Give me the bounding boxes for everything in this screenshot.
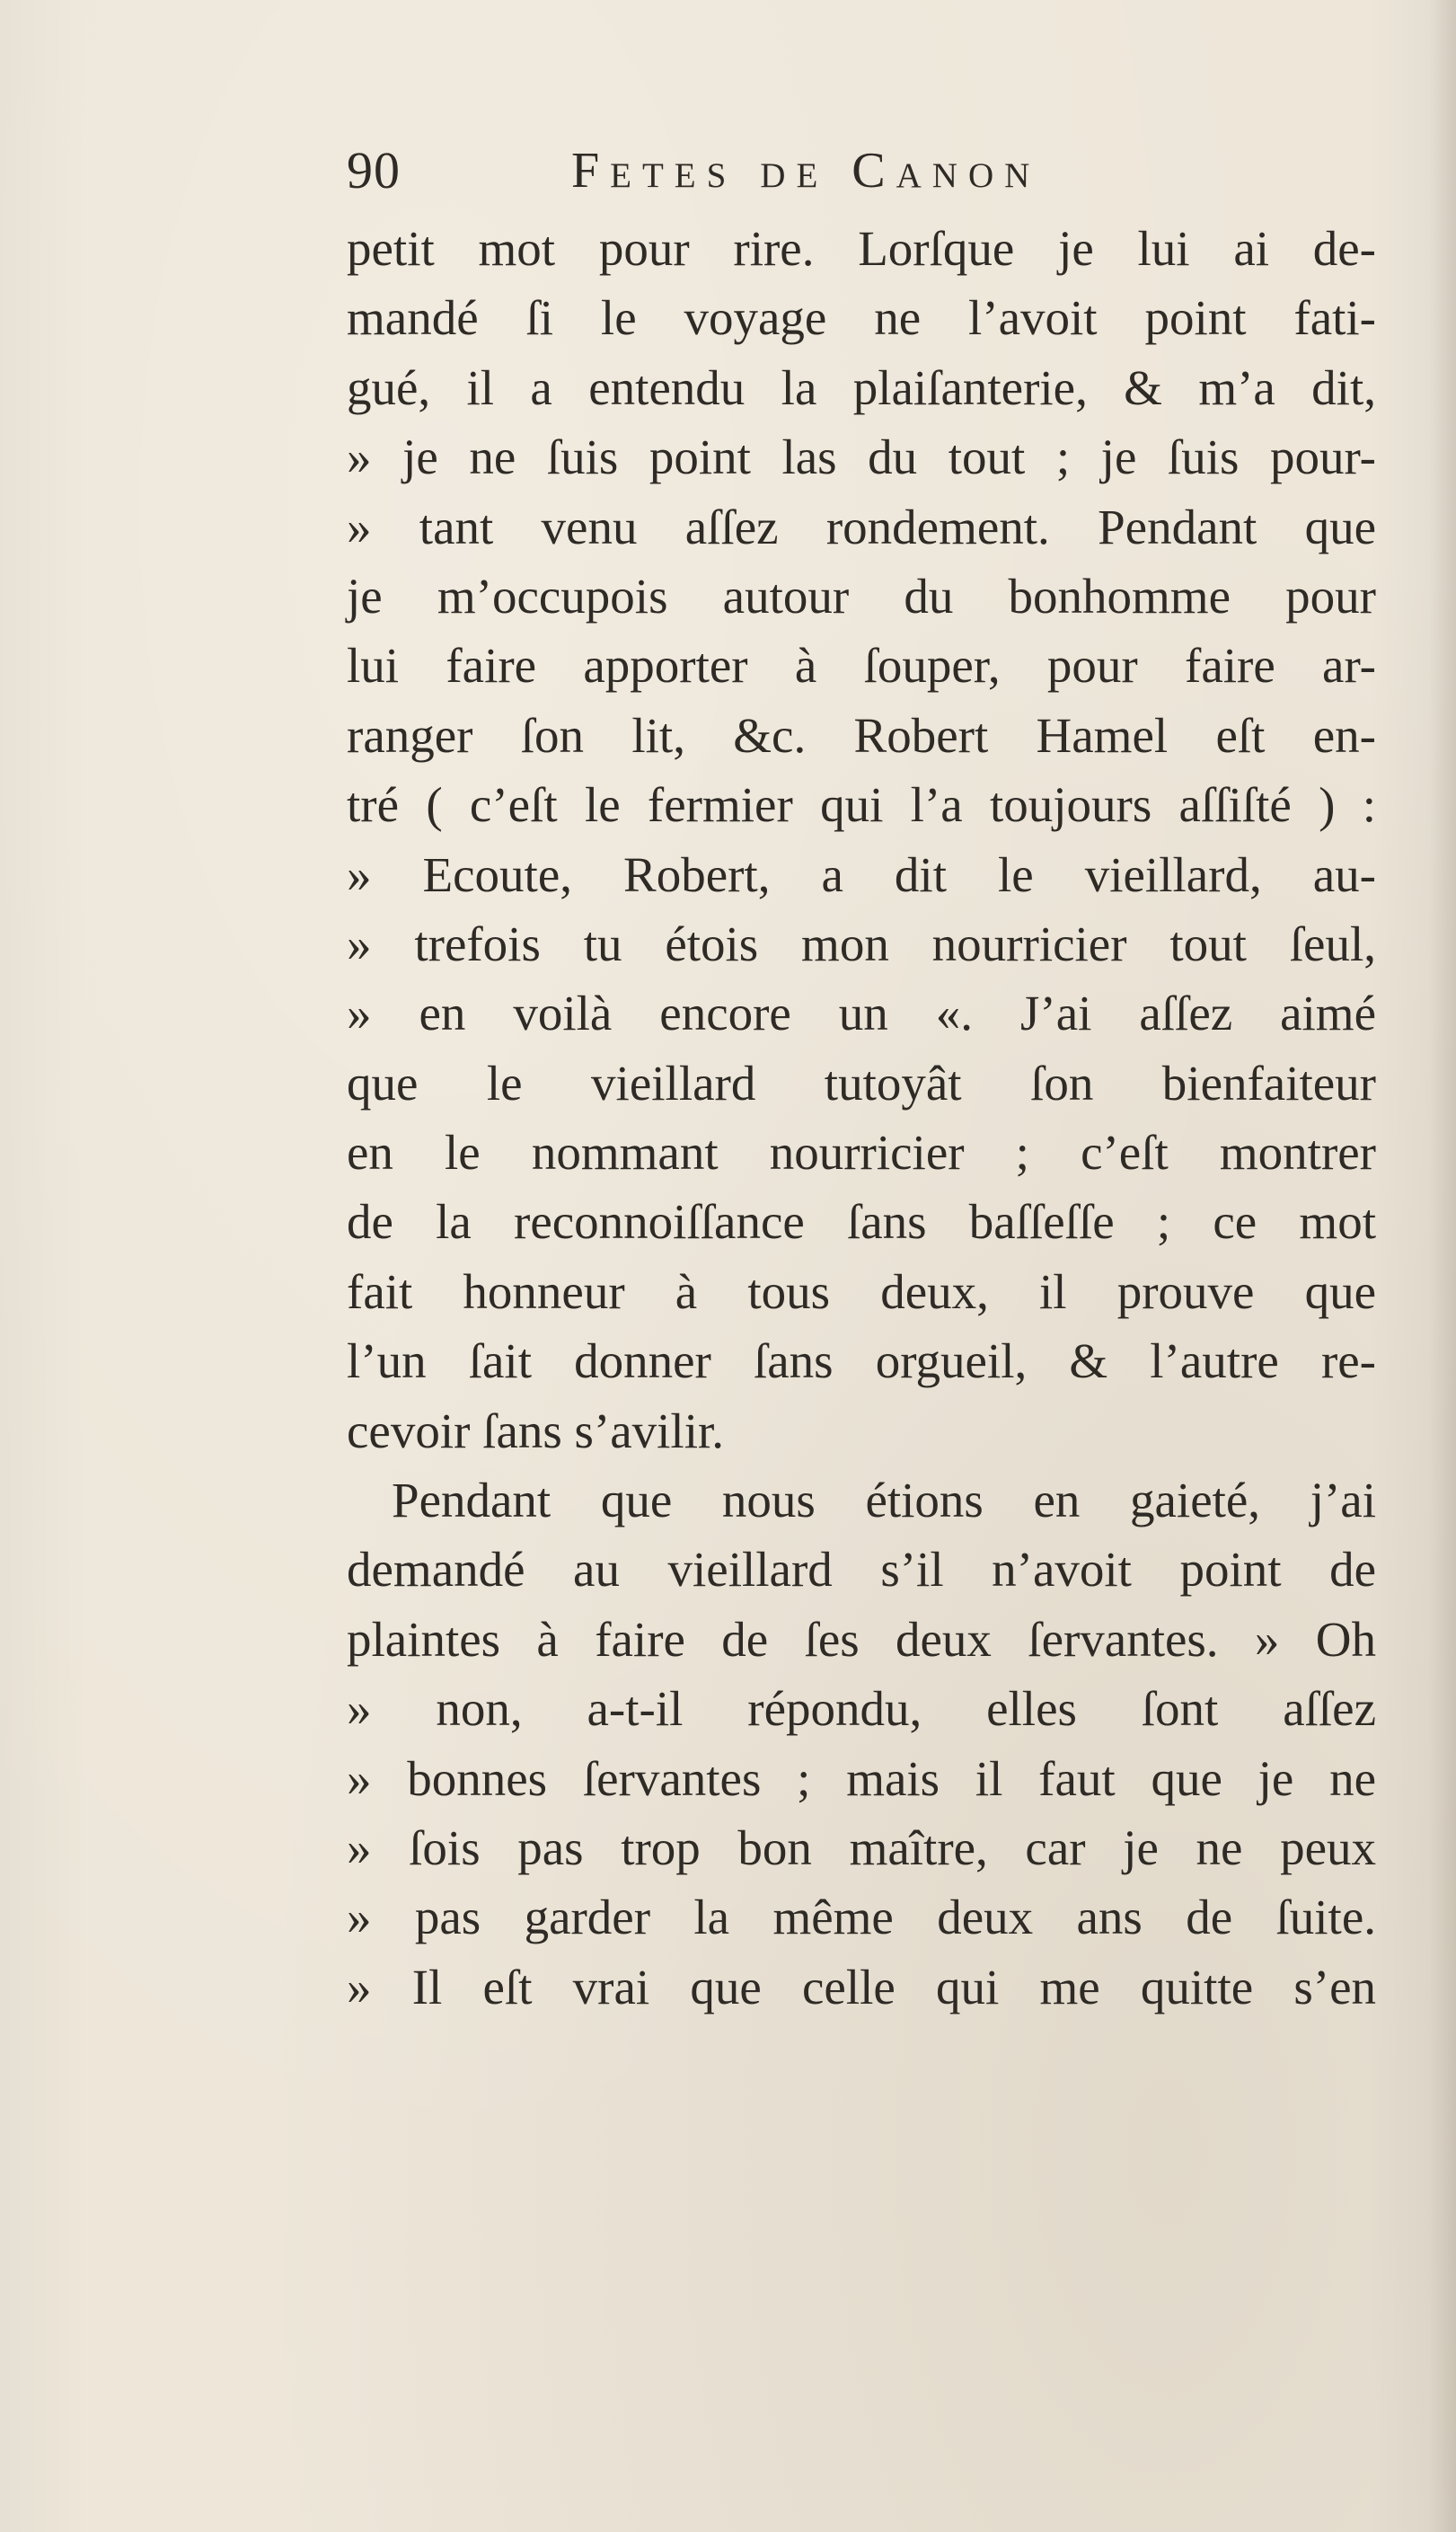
text-line: » Ecoute, Robert, a dit le vieillard, au-	[347, 846, 1376, 902]
text-line: fait honneur à tous deux, il prouve que	[347, 1263, 1376, 1319]
text-line: » non, a-t-il répondu, elles ſont aſſez	[347, 1681, 1376, 1737]
text-line: de la reconnoiſſance ſans baſſeſſe ; ce mot	[347, 1194, 1376, 1250]
text-line: » pas garder la même deux ans de ſuite.	[347, 1890, 1376, 1945]
page-header	[347, 135, 1191, 207]
text-line: » ſois pas trop bon maître, car je ne peux	[347, 1819, 1376, 1875]
page-gutter-shadow	[1429, 0, 1456, 2532]
text-line: en le nommant nourricier ; c’eſt montrer	[347, 1125, 1376, 1181]
text-line: petit mot pour rire. Lorſque je lui ai de-	[347, 221, 1376, 276]
text-line: ranger ſon lit, &c. Robert Hamel eſt en-	[347, 707, 1376, 763]
text-line: que le vieillard tutoyât ſon bienfaiteur	[347, 1055, 1376, 1111]
body-text	[347, 214, 1376, 2022]
text-line: » en voilà encore un «. J’ai aſſez aimé	[347, 986, 1376, 1041]
paragraph-start-line: Pendant que nous étions en gaieté, j’ai	[392, 1473, 1376, 1528]
text-line: tré ( c’eſt le fermier qui l’a toujours aſſiſté ) :	[347, 777, 1376, 833]
text-line: gué, il a entendu la plaiſanterie, & m’a dit,	[347, 359, 1376, 415]
text-line: » bonnes ſervantes ; mais il faut que je ne	[347, 1750, 1376, 1806]
text-line: plaintes à faire de ſes deux ſervantes. » Oh	[347, 1611, 1376, 1667]
text-line: je m’occupois autour du bonhomme pour	[347, 568, 1376, 624]
text-line: » je ne ſuis point las du tout ; je ſuis pour-	[347, 429, 1376, 485]
text-line: » Il eſt vrai que celle qui me quitte s’en	[347, 1959, 1376, 2014]
text-line: lui faire apporter à ſouper, pour faire ar-	[347, 638, 1376, 694]
text-line: mandé ſi le voyage ne l’avoit point fati-	[347, 290, 1376, 346]
text-line: l’un ſait donner ſans orgueil, & l’autre re-	[347, 1333, 1376, 1389]
running-title: Fetes de Canon	[571, 143, 1041, 199]
text-line: » trefois tu étois mon nourricier tout ſeul,	[347, 916, 1376, 971]
paragraph-end-line: cevoir ſans s’avilir.	[347, 1403, 725, 1458]
text-line: demandé au vieillard s’il n’avoit point de	[347, 1542, 1376, 1598]
page-number: 90	[347, 141, 401, 199]
text-line: » tant venu aſſez rondement. Pendant que	[347, 499, 1376, 554]
